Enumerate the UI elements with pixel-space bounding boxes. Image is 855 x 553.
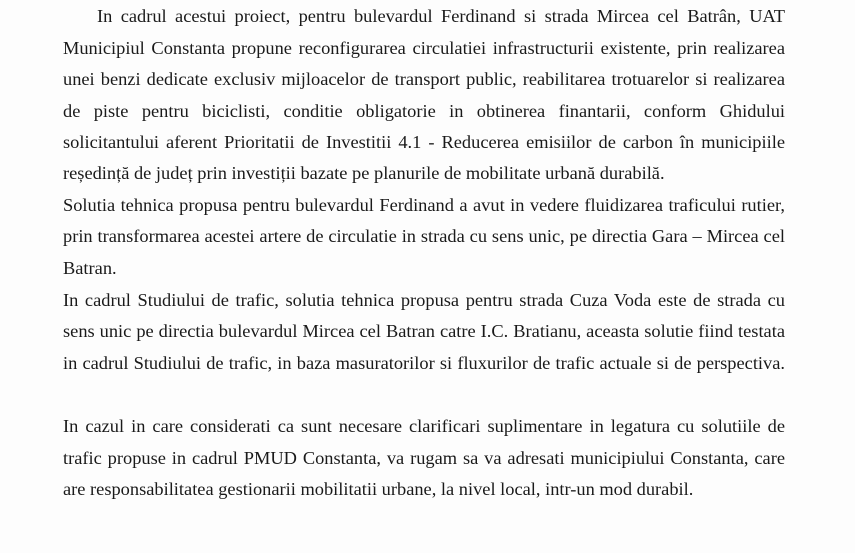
paragraph-3-line-3: in cadrul Studiului de trafic, in baza masuratorilor si fluxurilor de trafic actuale si de perspectiva.: [63, 353, 785, 373]
paragraph-2-line-3: Batran.: [63, 258, 117, 278]
paragraph-4-line-1: In cazul in care considerati ca sunt necesare clarificari suplimentare in legatura cu solutiile de: [63, 416, 785, 436]
paragraph-1-line-1: In cadrul acestui proiect, pentru bulevardul Ferdinand si strada Mircea cel Batrân, UAT: [97, 6, 785, 26]
paragraph-1-line-4: de piste pentru biciclisti, conditie obligatorie in obtinerea finantarii, conform Ghidului: [63, 101, 785, 121]
paragraph-4-line-2: trafic propuse in cadrul PMUD Constanta, va rugam sa va adresati municipiului Constanta, care: [63, 448, 785, 468]
paragraph-1-line-6: reședință de județ prin investiții bazate pe planurile de mobilitate urbană durabilă.: [63, 163, 665, 183]
paragraph-3-line-1: In cadrul Studiului de trafic, solutia tehnica propusa pentru strada Cuza Voda este de strada cu: [63, 290, 785, 310]
paragraph-4-line-3: are responsabilitatea gestionarii mobilitatii urbane, la nivel local, intr-un mod durabil.: [63, 479, 694, 499]
paragraph-1-line-3: unei benzi dedicate exclusiv mijloacelor de transport public, reabilitarea trotuarelor si realizarea: [63, 69, 785, 89]
paragraph-1-line-2: Municipiul Constanta propune reconfigurarea circulatiei infrastructurii existente, prin realizarea: [63, 38, 785, 58]
paragraph-2-line-2: prin transformarea acestei artere de circulatie in strada cu sens unic, pe directia Gara – Mircea cel: [63, 226, 785, 246]
paragraph-2-line-1: Solutia tehnica propusa pentru bulevardul Ferdinand a avut in vedere fluidizarea traficului rutier,: [63, 195, 785, 215]
paragraph-1-line-5: solicitantului aferent Prioritatii de Investitii 4.1 - Reducerea emisiilor de carbon în municipiile: [63, 132, 785, 152]
paragraph-3-line-2: sens unic pe directia bulevardul Mircea cel Batran catre I.C. Bratianu, aceasta solutie fiind testata: [63, 321, 785, 341]
